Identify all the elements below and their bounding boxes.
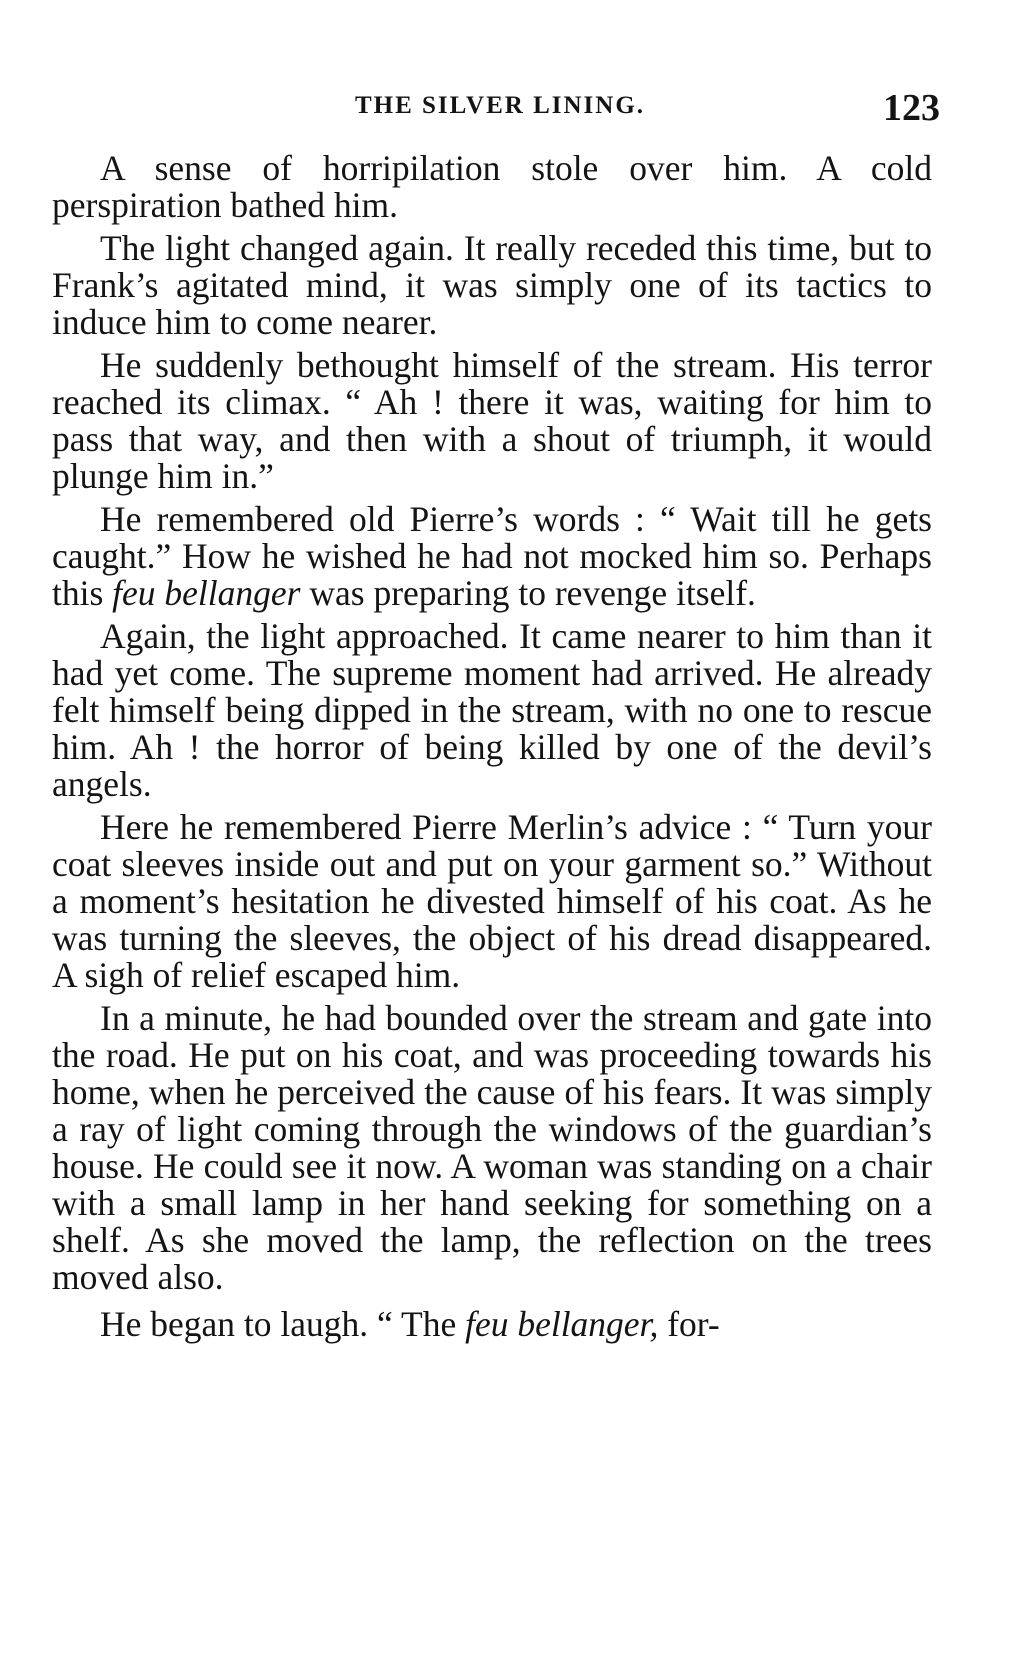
paragraph: In a minute, he had bounded over the stream and gate into the road. He put on his coat, and was proceeding towards his home, when he perceived the cause of his fears. It was simply a ray of light coming through the windows of the guardian’s house. He could see it now. A woman was standing on a chair with a small lamp in her hand seeking for something on a shelf. As she moved the lamp, the reflection on the trees moved also. bbox=[52, 998, 932, 1297]
paragraph-text: He began to laugh. “ The bbox=[100, 1304, 466, 1344]
page-number: 123 bbox=[883, 87, 940, 129]
italic-term: feu bellanger bbox=[112, 573, 301, 613]
paragraph bbox=[52, 501, 932, 612]
paragraph: Here he remembered Pierre Merlin’s advice : “ Turn your coat sleeves inside out and put on your garment so.” Without a moment’s hesitation he divested himself of his coat. As he was turning the sleeves, the object of his dread disappeared. A sigh of relief escaped him. bbox=[52, 807, 932, 995]
paragraph-text: He remembered old Pierre’s words : “ Wait till he gets caught.” How he wished he had not mocked him so. Perhaps this bbox=[52, 499, 932, 613]
italic-term: feu bellanger, bbox=[465, 1304, 659, 1344]
paragraph: He suddenly bethought himself of the stream. His terror reached its climax. “ Ah ! there it was, waiting for him to pass that way, and then with a shout of triumph, it would plunge him in.” bbox=[52, 345, 932, 496]
page-header bbox=[60, 86, 940, 136]
paragraph: The light changed again. It really receded this time, but to Frank’s agitated mind, it was simply one of its tactics to induce him to come nearer. bbox=[52, 228, 932, 342]
running-title: THE SILVER LINING. bbox=[354, 92, 646, 119]
paragraph: A sense of horripilation stole over him. A cold perspiration bathed him. bbox=[52, 148, 932, 225]
paragraph-text: was preparing to revenge itself. bbox=[300, 573, 756, 613]
paragraph: Again, the light approached. It came nearer to him than it had yet come. The supreme moment had arrived. He already felt himself being dipped in the stream, with no one to rescue him. Ah ! the horror of being killed by one of the devil’s angels. bbox=[52, 616, 932, 804]
paragraph-text: for- bbox=[658, 1304, 720, 1344]
paragraph bbox=[52, 1306, 932, 1343]
body-text bbox=[52, 150, 932, 1349]
